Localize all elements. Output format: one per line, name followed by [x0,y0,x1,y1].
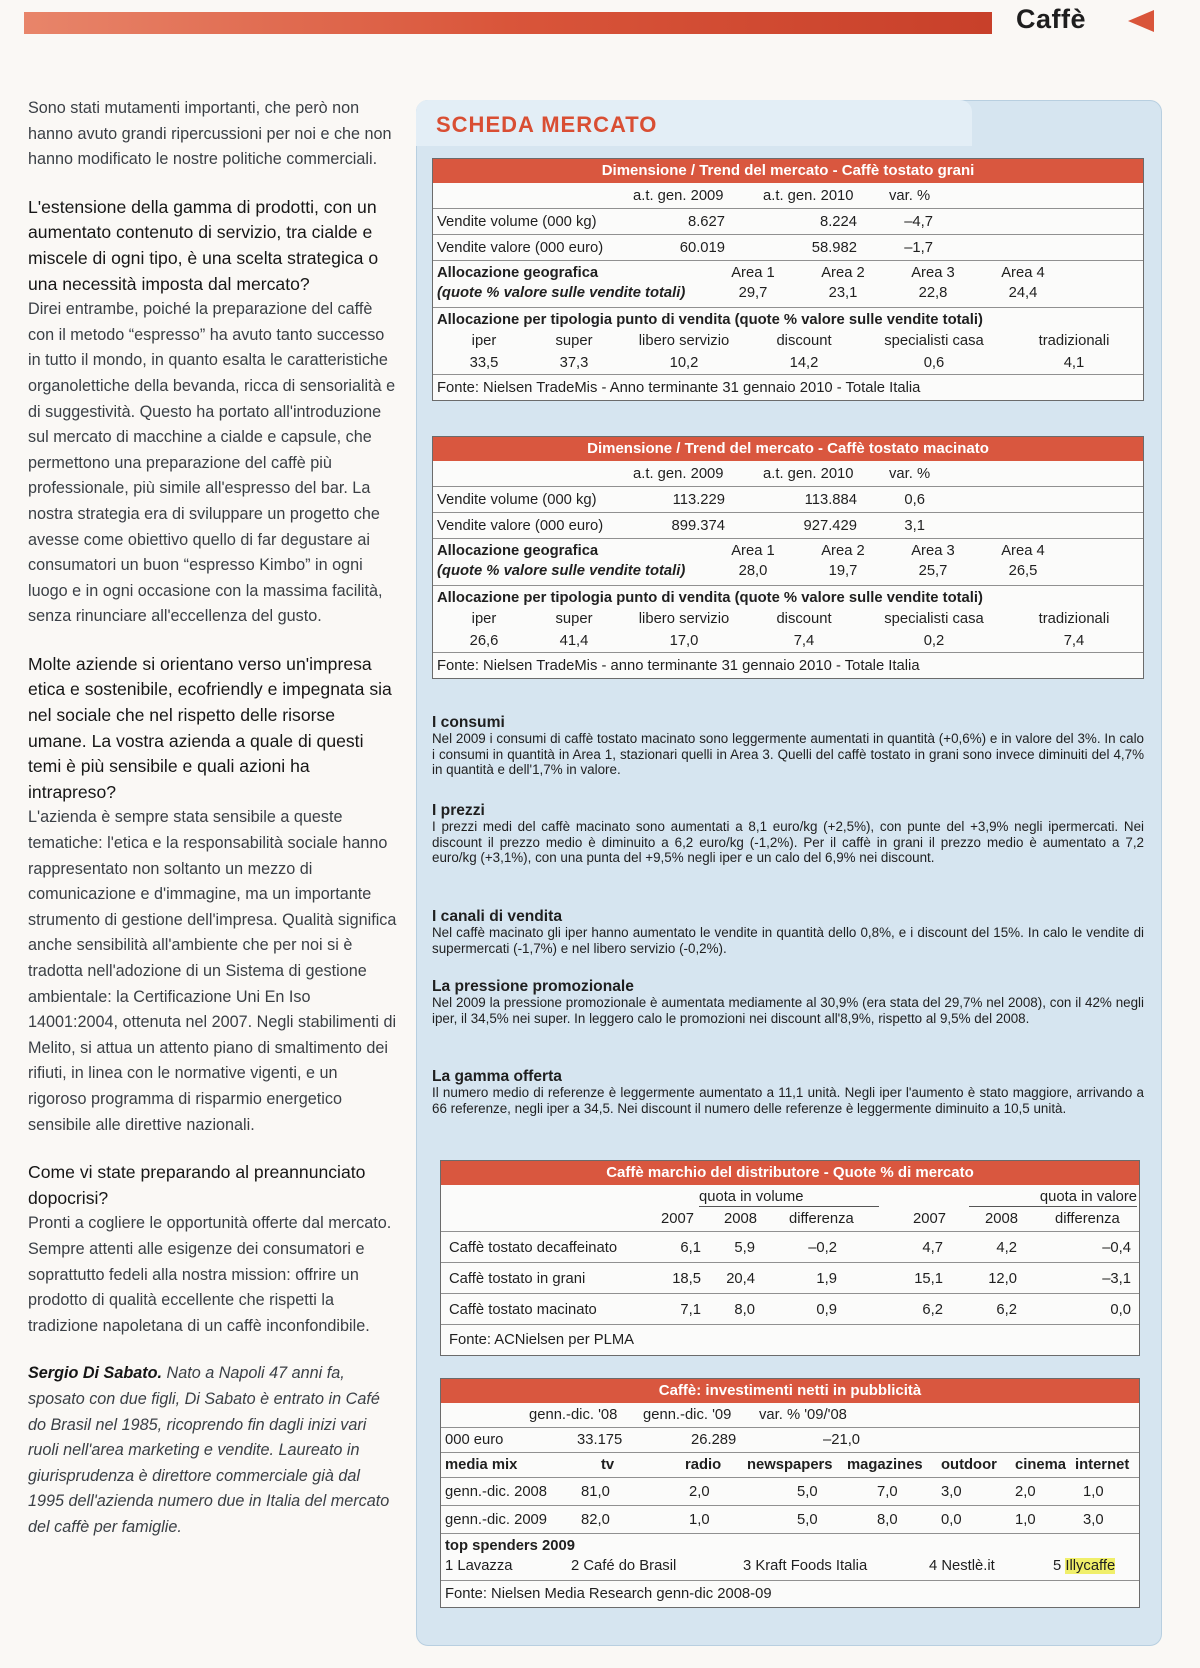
channel-value: 26,6 [469,633,499,649]
table-row [433,487,1143,513]
channel-value: 0,6 [923,355,945,371]
group-header-text: quota in valore [1039,1189,1137,1205]
cell: 1,0 [689,1512,710,1528]
spender-item: 4 Nestlè.it [929,1558,995,1574]
cell: 5,0 [797,1512,818,1528]
cell: 113.884 [804,492,857,508]
channel-sublabel: (quote % valore sulle vendite totali) [734,312,983,328]
section-body: Nel 2009 la pressione promozionale è aumentata mediamente al 30,9% (era stata del 29,7% nel 2008), con il 42% negli iper, il 34,5% nei super. In leggero calo le promozioni nei discount all'8,9%, rispetto al 9,5% del 2008. [432,995,1144,1026]
group-header [699,1188,879,1207]
top-spenders-row [441,1534,1139,1581]
cell: 5,9 [734,1240,755,1256]
row-label: Vendite volume (000 kg) [437,214,597,230]
channel-value: 17,0 [669,633,699,649]
cell: 0,0 [1110,1302,1131,1318]
grani-market-table [432,158,1144,401]
geo-allocation-row [433,261,1143,308]
cell: 5,0 [797,1484,818,1500]
channel-value: 41,4 [559,633,589,649]
geo-allocation-row [433,539,1143,586]
area-name: Area 2 [821,265,865,281]
channel-name: iper [471,611,497,627]
cell: –0,4 [1102,1240,1131,1256]
table-source-row [441,1581,1139,1607]
table-title: Dimensione / Trend del mercato - Caffè tostato grani [433,159,1143,183]
row-label: media mix [445,1457,518,1473]
cell: 8,0 [877,1512,898,1528]
area-name: Area 1 [731,543,775,559]
media-header-row [441,1453,1139,1478]
area-value: 23,1 [828,285,858,301]
channel-label: Allocazione per tipologia punto di vendita [437,312,731,328]
table-row [441,1427,1139,1453]
cell: 899.374 [671,518,725,534]
cell: 60.019 [679,240,725,256]
cell: 1,0 [1083,1484,1104,1500]
cell: –0,2 [808,1240,837,1256]
section-heading: I prezzi [432,802,485,819]
table-row [441,1506,1139,1534]
col-header: tv [601,1457,615,1473]
text-section [432,1068,1144,1116]
cell: 2,0 [689,1484,710,1500]
row-label: Caffè tostato decaffeinato [449,1240,618,1256]
col-header: cinema [1015,1457,1066,1473]
cell: 7,1 [680,1302,701,1318]
table-row [433,209,1143,235]
section-body: Nel 2009 i consumi di caffè tostato macinato sono leggermente aumentati in quantità (+0,6%) e in valore del 3%. In calo i consumi in quantità in Area 1, stazionari quelli in Area 3. Quelli del caffè tostato in grani sono invece diminuiti del 4,7% in quantità e dell'1,7% in valore. [432,731,1144,778]
channel-name: iper [471,333,497,349]
channel-name: libero servizio [638,333,730,349]
area-name: Area 3 [911,543,955,559]
table-source: Fonte: Nielsen Media Research genn-dic 2008-09 [445,1586,772,1602]
row-label: Vendite volume (000 kg) [437,492,597,508]
table-source-row [441,1325,1139,1355]
channel-name: discount [776,611,832,627]
group-header-text: quota in volume [699,1189,804,1205]
section-heading: La gamma offerta [432,1068,562,1085]
col-header: radio [685,1457,722,1473]
cell: 8,0 [734,1302,755,1318]
area-value: 28,0 [738,563,768,579]
cell: 33.175 [577,1432,623,1448]
answer-paragraph: Sono stati mutamenti importanti, che però non hanno avuto grandi ripercussioni per noi e che non hanno modificato le nostre politiche commerciali. [28,99,392,169]
col-header: a.t. gen. 2010 [763,188,854,204]
row-label: genn.-dic. 2008 [445,1484,548,1500]
channel-value: 7,4 [1063,633,1085,649]
table-source: Fonte: Nielsen TradeMis - Anno terminante 31 gennaio 2010 - Totale Italia [437,380,921,396]
channel-name: super [555,611,593,627]
col-header: var. % '09/'08 [759,1407,847,1423]
cell: 0,9 [816,1302,837,1318]
table-row [441,1232,1139,1263]
author-bio [28,1361,398,1540]
text-section [432,908,1144,956]
channel-name: libero servizio [638,611,730,627]
table-title: Caffè marchio del distributore - Quote % di mercato [441,1161,1139,1185]
cell: –1,7 [904,240,933,256]
header-color-band [24,12,992,34]
area-value: 19,7 [828,563,858,579]
table-row [441,1294,1139,1325]
section-heading: I canali di vendita [432,908,562,925]
channel-name: super [555,333,593,349]
area-name: Area 1 [731,265,775,281]
cell: 927.429 [803,518,857,534]
col-header: 2007 [913,1211,946,1227]
row-label [437,589,983,607]
cell: 8.224 [819,214,857,230]
cell: –21,0 [823,1432,861,1448]
channel-name: discount [776,333,832,349]
col-header: a.t. gen. 2009 [633,466,724,482]
area-value: 26,5 [1008,563,1038,579]
row-label: 000 euro [445,1432,504,1448]
cell: 12,0 [988,1271,1017,1287]
col-header: internet [1075,1457,1130,1473]
group-header-row [441,1185,1139,1208]
cell: 8.627 [687,214,725,230]
spender-item: 3 Kraft Foods Italia [743,1558,868,1574]
area-value: 29,7 [738,285,768,301]
table-row [433,513,1143,539]
answer-paragraph: Pronti a cogliere le opportunità offerte dal mercato. Sempre attenti alle esigenze dei consumatori e soprattutto fedeli alla nostra mission: offrire un prodotto di qualità eccellente che rispetti la tradizione napoletana di un caffè inconfondibile. [28,1214,392,1335]
table-row [441,1478,1139,1506]
cell: 58.982 [811,240,857,256]
table-source-row [433,375,1143,400]
col-header: 2008 [985,1211,1018,1227]
advertising-table [440,1378,1140,1608]
cell: 7,0 [877,1484,898,1500]
col-header: 2007 [661,1211,694,1227]
cell: –3,1 [1102,1271,1131,1287]
spender-item: 2 Café do Brasil [571,1558,677,1574]
section-title: Caffè [1016,4,1087,34]
market-sheet-title: SCHEDA MERCATO [436,112,658,137]
cell: 81,0 [581,1484,610,1500]
area-name: Area 2 [821,543,865,559]
cell: 6,2 [922,1302,943,1318]
col-header: a.t. gen. 2009 [633,188,724,204]
cell: 26.289 [691,1432,737,1448]
cell: 3,0 [941,1484,962,1500]
private-label-table [440,1160,1140,1356]
table-header-row [433,183,1143,209]
section-body: Il numero medio di referenze è leggermente aumentato a 11,1 unità. Negli iper l'aumento è stato maggiore, arrivando a 66 referenze, negli iper a 34,5. Nei discount il numero delle referenze è leggermente diminuito a 10,5 unità. [432,1085,1144,1116]
channel-value: 33,5 [469,355,499,371]
col-header: newspapers [747,1457,833,1473]
area-value: 22,8 [918,285,948,301]
channel-value: 10,2 [669,355,699,371]
section-body: I prezzi medi del caffè macinato sono aumentati a 8,1 euro/kg (+2,5%), con punte del +3,9% negli ipermercati. Nei discount il prezzo medio è diminuito a 6,2 euro/kg (-1,2%). Per il caffè in grani il prezzo medio è aumentato a 7,2 euro/kg (+3,1%), con una punta del +9,5% negli iper e un calo del 6,9% nei discount. [432,819,1144,866]
channel-value: 4,1 [1063,355,1085,371]
table-source: Fonte: ACNielsen per PLMA [449,1332,635,1348]
author-bio-text: Nato a Napoli 47 anni fa, sposato con due figli, Di Sabato è entrato in Café do Brasil nel 1985, ricoprendo fin dagli inizi vari ruoli nell'area marketing e vendite. Laureato in giurisprudenza è direttore commerciale già dal 1995 dell'azienda numero due in Italia del mercato del caffè per famiglie. [28,1364,390,1536]
area-name: Area 4 [1001,265,1045,281]
answer-paragraph: L'azienda è sempre stata sensibile a queste tematiche: l'etica e la responsabilità sociale hanno rappresentato non soltanto un mezzo di comunicazione e d'immagine, ma un importante strumento di gestione dell'impresa. Qualità significa anche sensibilità all'ambiente che per noi si è tradotta nell'adozione di un Sistema di gestione ambientale: la Certificazione Uni En Iso 14001:2004, ottenuta nel 2007. Negli stabilimenti di Melito, si attua un attento piano di smaltimento dei rifiuti, in linea con le normative vigenti, e un rigoroso programma di risparmio energetico sensibile alle direttive nazionali. [28,808,397,1134]
table-title: Caffè: investimenti netti in pubblicità [441,1379,1139,1403]
table-header-row [441,1208,1139,1232]
table-source: Fonte: Nielsen TradeMis - anno terminante 31 gennaio 2010 - Totale Italia [437,658,920,674]
cell: 20,4 [726,1271,755,1287]
answer-paragraph: Direi entrambe, poiché la preparazione del caffè con il metodo “espresso” ha avuto tanto successo in tutto il mondo, in quanto esalta le caratteristiche organolettiche della bevanda, ricca di sensorialità e di suggestività. Questo ha portato all'introduzione sul mercato di macchine a cialde e capsule, che permettono una preparazione del caffè più professionale, più simile all'espresso del bar. La nostra strategia era di sviluppare un progetto che avesse come obiettivo quello di far degustare ai consumatori un buon “espresso Kimbo” in ogni luogo e in ogni occasione con la massima facilità, senza rinunciare all'eccellenza del gusto. [28,300,396,626]
spender-highlight: Illycaffe [1065,1558,1116,1574]
channel-allocation-row [433,586,1143,653]
col-header: a.t. gen. 2010 [763,466,854,482]
area-name: Area 4 [1001,543,1045,559]
col-header: 2008 [724,1211,757,1227]
author-name: Sergio Di Sabato. [28,1364,163,1383]
row-label [437,311,983,329]
row-label: Caffè tostato macinato [449,1302,597,1318]
table-header-row [441,1403,1139,1427]
channel-name: specialisti casa [884,333,984,349]
cell: 2,0 [1015,1484,1036,1500]
section-heading: La pressione promozionale [432,978,634,995]
cell: 3,0 [1083,1512,1104,1528]
cell: –4,7 [904,214,933,230]
interview-column [28,96,398,1540]
col-header: outdoor [941,1457,997,1473]
col-header: genn.-dic. '08 [529,1407,618,1423]
table-source-row [433,653,1143,678]
col-header: differenza [1055,1211,1120,1227]
col-header: var. % [889,188,931,204]
col-header: magazines [847,1457,923,1473]
cell: 0,0 [941,1512,962,1528]
cell: 6,1 [680,1240,701,1256]
macinato-market-table [432,436,1144,679]
channel-sublabel: (quote % valore sulle vendite totali) [734,590,983,606]
col-header: differenza [789,1211,854,1227]
channel-value: 37,3 [559,355,589,371]
cell: 0,6 [904,492,925,508]
row-label: Vendite valore (000 euro) [437,240,604,256]
channel-name: tradizionali [1038,333,1110,349]
row-label: top spenders 2009 [445,1538,575,1554]
channel-allocation-row [433,308,1143,375]
section-arrow-icon [1128,10,1154,32]
cell: 4,2 [996,1240,1017,1256]
group-header [969,1188,1137,1207]
text-section [432,714,1144,778]
row-sublabel: (quote % valore sulle vendite totali) [437,563,686,579]
text-section [432,978,1144,1026]
channel-value: 7,4 [793,633,815,649]
row-label: genn.-dic. 2009 [445,1512,548,1528]
table-title: Dimensione / Trend del mercato - Caffè tostato macinato [433,437,1143,461]
cell: 1,9 [816,1271,837,1287]
col-header: var. % [889,466,931,482]
channel-name: tradizionali [1038,611,1110,627]
row-label: Vendite valore (000 euro) [437,518,604,534]
question-paragraph: L'estensione della gamma di prodotti, con un aumentato contenuto di servizio, tra cialde e miscele di ogni tipo, è una scelta strategica o una necessità imposta dal mercato? [28,196,379,294]
channel-label: Allocazione per tipologia punto di vendita [437,590,731,606]
question-paragraph: Come vi state preparando al preannunciato dopocrisi? [28,1162,366,1208]
cell: 113.229 [672,492,725,508]
cell: 15,1 [914,1271,943,1287]
section-heading: I consumi [432,714,505,731]
area-value: 25,7 [918,563,948,579]
table-header-row [433,461,1143,487]
text-section [432,802,1144,866]
question-paragraph: Molte aziende si orientano verso un'impresa etica e sostenibile, ecofriendly e impegnata sia nel sociale che nel rispetto delle risorse umane. La vostra azienda a quale di questi temi è più sensibile e quali azioni ha intrapreso? [28,653,392,802]
col-header: genn.-dic. '09 [643,1407,732,1423]
area-value: 24,4 [1008,285,1038,301]
channel-value: 0,2 [923,633,945,649]
cell: 3,1 [904,518,925,534]
table-row [441,1263,1139,1294]
area-name: Area 3 [911,265,955,281]
row-label: Allocazione geografica [437,543,599,559]
cell: 82,0 [581,1512,610,1528]
spender-item: 1 Lavazza [445,1558,513,1574]
cell: 18,5 [672,1271,701,1287]
section-body: Nel caffè macinato gli iper hanno aumentato le vendite in quantità dello 0,8%, e i discount del 15%. In calo le vendite di supermercati (-1,7%) e nel libero servizio (-0,2%). [432,925,1144,956]
row-label: Caffè tostato in grani [449,1271,586,1287]
cell: 4,7 [922,1240,943,1256]
channel-name: specialisti casa [884,611,984,627]
row-label: Allocazione geografica [437,265,599,281]
cell: 1,0 [1015,1512,1036,1528]
table-row [433,235,1143,261]
spender-rank: 5 [1053,1558,1066,1574]
spender-item [1053,1557,1115,1575]
cell: 6,2 [996,1302,1017,1318]
row-sublabel: (quote % valore sulle vendite totali) [437,285,686,301]
channel-value: 14,2 [789,355,819,371]
